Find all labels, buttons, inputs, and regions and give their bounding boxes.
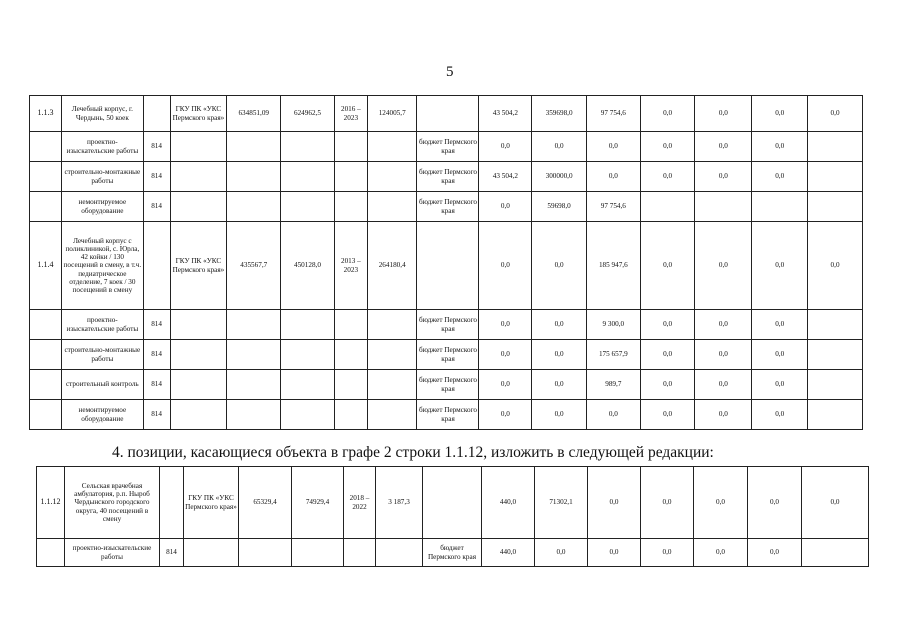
table-cell: 185 947,6 [586, 222, 640, 310]
row-1-1-12 [37, 467, 869, 539]
table-cell: 440,0 [482, 467, 535, 539]
table-cell: 814 [160, 539, 184, 567]
table-cell: 0,0 [748, 539, 802, 567]
table-cell: 124005,7 [367, 96, 417, 132]
table-cell [281, 192, 335, 222]
table-cell [184, 539, 239, 567]
table-cell: 43 504,2 [479, 162, 532, 192]
table-cell: 3 187,3 [376, 467, 423, 539]
table-cell: 175 657,9 [586, 340, 640, 370]
table-cell: 814 [143, 370, 170, 400]
row-1-1-3-design [30, 132, 863, 162]
table-cell [160, 467, 184, 539]
table-cell: 0,0 [808, 222, 863, 310]
table-cell: 0,0 [586, 400, 640, 430]
table-cell [334, 370, 367, 400]
table-cell [37, 539, 65, 567]
table-cell [170, 192, 227, 222]
table-cell [30, 192, 62, 222]
table-cell: 0,0 [588, 467, 641, 539]
table-cell [334, 132, 367, 162]
table-cell: 0,0 [695, 162, 752, 192]
table-cell: 440,0 [482, 539, 535, 567]
table-cell: бюджет Пермского края [417, 400, 479, 430]
row-1-1-3 [30, 96, 863, 132]
table-cell: 0,0 [640, 400, 695, 430]
table-cell: 0,0 [695, 370, 752, 400]
table-cell: 0,0 [748, 467, 802, 539]
table-cell [423, 467, 482, 539]
table-cell [334, 310, 367, 340]
table-cell: 0,0 [640, 162, 695, 192]
budget-table-2 [36, 466, 869, 567]
table-cell: 43 504,2 [479, 96, 532, 132]
table-cell [30, 340, 62, 370]
table-cell: Лечебный корпус, г. Чердынь, 50 коек [62, 96, 144, 132]
table-cell: 74929,4 [292, 467, 344, 539]
table-cell [367, 400, 417, 430]
table-cell: 0,0 [532, 310, 587, 340]
table-cell: 814 [143, 132, 170, 162]
table-cell: 0,0 [640, 370, 695, 400]
table-cell [376, 539, 423, 567]
budget-table-1 [29, 95, 863, 430]
table-cell: 0,0 [695, 310, 752, 340]
table-cell [367, 310, 417, 340]
table-cell: 989,7 [586, 370, 640, 400]
table-cell [143, 96, 170, 132]
row-1-1-4 [30, 222, 863, 310]
table-cell [30, 400, 62, 430]
table-cell: 0,0 [479, 310, 532, 340]
table-cell: 0,0 [479, 132, 532, 162]
table-cell: 0,0 [535, 539, 588, 567]
table-cell [227, 340, 281, 370]
table-cell [695, 192, 752, 222]
table-cell [417, 222, 479, 310]
table-cell: 1.1.12 [37, 467, 65, 539]
table-cell: 2016 – 2023 [334, 96, 367, 132]
table-cell: 0,0 [640, 340, 695, 370]
table-cell: 264180,4 [367, 222, 417, 310]
table-cell [752, 192, 808, 222]
table-cell: 0,0 [752, 370, 808, 400]
table-cell: 0,0 [479, 400, 532, 430]
table-cell: 97 754,6 [586, 96, 640, 132]
row-1-1-4-control [30, 370, 863, 400]
table-cell [170, 400, 227, 430]
table-cell: проектно-изыскательские работы [65, 539, 160, 567]
table-cell: 0,0 [532, 222, 587, 310]
table-cell [640, 192, 695, 222]
table-cell: 1.1.4 [30, 222, 62, 310]
table-cell [170, 162, 227, 192]
table-cell: 0,0 [808, 96, 863, 132]
table-cell: 0,0 [586, 132, 640, 162]
table-cell: 0,0 [532, 400, 587, 430]
table-cell [808, 400, 863, 430]
table-cell [367, 370, 417, 400]
table-cell [334, 340, 367, 370]
page-number: 5 [446, 64, 454, 80]
table-cell [367, 162, 417, 192]
table-cell [227, 400, 281, 430]
table-cell: 0,0 [479, 222, 532, 310]
table-cell: 65329,4 [239, 467, 292, 539]
table-cell: 0,0 [694, 539, 748, 567]
table-cell: бюджет Пермского края [423, 539, 482, 567]
table-cell: 624962,5 [281, 96, 335, 132]
table-cell: 450128,0 [281, 222, 335, 310]
table-cell [227, 370, 281, 400]
table-cell: 71302,1 [535, 467, 588, 539]
table-cell [30, 370, 62, 400]
section-heading: 4. позиции, касающиеся объекта в графе 2 строки 1.1.12, изложить в следующей редакции: [112, 444, 714, 461]
table-cell: 0,0 [586, 162, 640, 192]
table-cell: 9 300,0 [586, 310, 640, 340]
table-cell: 0,0 [641, 539, 694, 567]
table-cell: 1.1.3 [30, 96, 62, 132]
table-cell [281, 162, 335, 192]
table-cell: ГКУ ПК «УКС Пермского края» [170, 96, 227, 132]
table-cell: 0,0 [752, 162, 808, 192]
table-cell [281, 310, 335, 340]
table-cell [344, 539, 376, 567]
table-cell [227, 132, 281, 162]
table-cell [367, 192, 417, 222]
table-cell [808, 340, 863, 370]
table-cell [334, 400, 367, 430]
table-cell: бюджет Пермского края [417, 132, 479, 162]
table-cell [808, 162, 863, 192]
table-cell: 0,0 [479, 340, 532, 370]
table-cell [281, 132, 335, 162]
table-cell: 814 [143, 400, 170, 430]
table-cell [808, 310, 863, 340]
table-cell: ГКУ ПК «УКС Пермского края» [184, 467, 239, 539]
table-cell: Лечебный корпус с поликлиникой, с. Юрла, 42 койки / 130 посещений в смену, в т.ч. педиатрическое отделение, 7 коек / 30 посещений в смену [62, 222, 144, 310]
table-cell: строительный контроль [62, 370, 144, 400]
table-cell: 0,0 [694, 467, 748, 539]
table-cell [30, 310, 62, 340]
table-cell: строительно-монтажные работы [62, 162, 144, 192]
table-cell: 435567,7 [227, 222, 281, 310]
table-cell: 97 754,6 [586, 192, 640, 222]
table-cell [170, 310, 227, 340]
table-cell [227, 310, 281, 340]
table-cell [227, 192, 281, 222]
table-cell [281, 340, 335, 370]
table-cell [417, 96, 479, 132]
table-cell: 0,0 [532, 370, 587, 400]
table-cell: 0,0 [532, 132, 587, 162]
table-cell: проектно-изыскательские работы [62, 132, 144, 162]
table-cell: 814 [143, 192, 170, 222]
table-cell [170, 370, 227, 400]
table-cell: 0,0 [695, 400, 752, 430]
table-cell [802, 539, 869, 567]
table-cell: 0,0 [641, 467, 694, 539]
table-cell: бюджет Пермского края [417, 370, 479, 400]
table-cell: 0,0 [640, 132, 695, 162]
table-cell [170, 132, 227, 162]
table-cell: 0,0 [588, 539, 641, 567]
table-cell [30, 162, 62, 192]
row-1-1-4-design [30, 310, 863, 340]
table-cell [808, 132, 863, 162]
table-cell [808, 370, 863, 400]
table-cell: немонтируемое оборудование [62, 400, 144, 430]
table-cell [30, 132, 62, 162]
table-cell [292, 539, 344, 567]
table-cell: 0,0 [695, 340, 752, 370]
table-cell [367, 340, 417, 370]
table-cell: 0,0 [752, 340, 808, 370]
table-cell [334, 162, 367, 192]
table-cell: 59698,0 [532, 192, 587, 222]
table-cell: 0,0 [802, 467, 869, 539]
table-cell: 0,0 [640, 310, 695, 340]
table-cell [367, 132, 417, 162]
table-cell: немонтируемое оборудование [62, 192, 144, 222]
row-1-1-3-construction [30, 162, 863, 192]
table-cell: 0,0 [695, 222, 752, 310]
table-cell [170, 340, 227, 370]
table-cell: 0,0 [640, 222, 695, 310]
table-cell: 0,0 [695, 132, 752, 162]
table-cell: 0,0 [752, 310, 808, 340]
table-cell: 2018 – 2022 [344, 467, 376, 539]
row-1-1-3-equipment [30, 192, 863, 222]
table-cell: 0,0 [752, 400, 808, 430]
table-cell [281, 370, 335, 400]
table-cell: 814 [143, 340, 170, 370]
table-cell: бюджет Пермского края [417, 192, 479, 222]
table-cell: 300000,0 [532, 162, 587, 192]
table-cell: 814 [143, 162, 170, 192]
table-cell: 359698,0 [532, 96, 587, 132]
table-cell: 0,0 [640, 96, 695, 132]
table-cell: 0,0 [479, 370, 532, 400]
table-cell: строительно-монтажные работы [62, 340, 144, 370]
table-cell: 0,0 [532, 340, 587, 370]
table-cell [281, 400, 335, 430]
table-cell: 0,0 [752, 222, 808, 310]
table-cell: 0,0 [695, 96, 752, 132]
table-cell: бюджет Пермского края [417, 310, 479, 340]
table-cell: 2013 – 2023 [334, 222, 367, 310]
table-cell: 0,0 [752, 96, 808, 132]
table-cell: 0,0 [752, 132, 808, 162]
row-1-1-4-equipment [30, 400, 863, 430]
table-cell [227, 162, 281, 192]
row-1-1-4-construction [30, 340, 863, 370]
row-1-1-12-design [37, 539, 869, 567]
table-cell: 0,0 [479, 192, 532, 222]
table-cell [808, 192, 863, 222]
table-cell: ГКУ ПК «УКС Пермского края» [170, 222, 227, 310]
table-cell [143, 222, 170, 310]
table-cell: Сельская врачебная амбулатория, р.п. Ныроб Чердынского городского округа, 40 посещений в смену [65, 467, 160, 539]
table-cell: 814 [143, 310, 170, 340]
table-cell: бюджет Пермского края [417, 340, 479, 370]
table-cell [239, 539, 292, 567]
table-cell: проектно-изыскательские работы [62, 310, 144, 340]
table-cell: 634851,09 [227, 96, 281, 132]
table-cell: бюджет Пермского края [417, 162, 479, 192]
table-cell [334, 192, 367, 222]
